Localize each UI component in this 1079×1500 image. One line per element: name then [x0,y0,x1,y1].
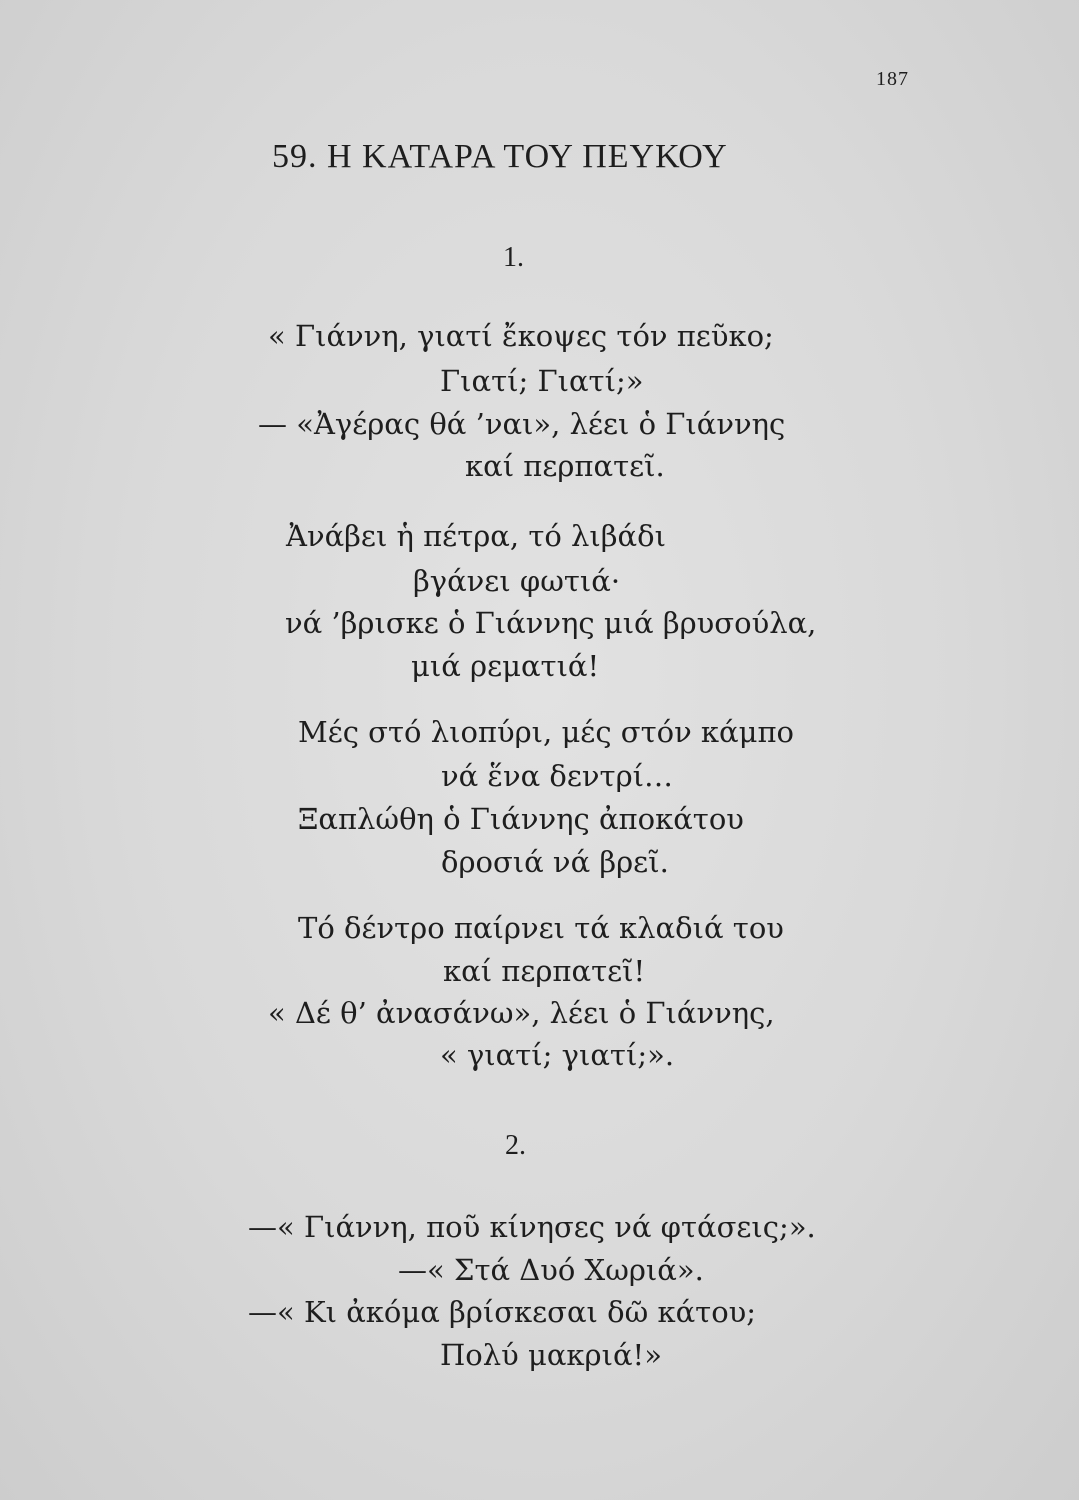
verse-line: —« Κι ἀκόμα βρίσκεσαι δῶ κάτου; [248,1295,757,1329]
section-number: 1. [503,242,524,273]
page-number: 187 [876,68,909,90]
verse-line: Πολύ μακριά!» [440,1338,662,1372]
verse-line: καί περπατεῖ. [465,449,665,483]
verse-line: Τό δέντρο παίρνει τά κλαδιά του [298,911,784,945]
verse-line: Ξαπλώθη ὁ Γιάννης ἀποκάτου [298,802,744,836]
verse-line: Γιατί; Γιατί;» [440,364,644,398]
verse-line: βγάνει φωτιά· [413,564,621,598]
verse-line: « γιατί; γιατί;». [440,1038,675,1072]
verse-line: Ἀνάβει ἡ πέτρα, τό λιβάδι [286,519,666,553]
verse-line: « Δέ θ’ ἀνασάνω», λέει ὁ Γιάννης, [268,996,775,1030]
verse-line: δροσιά νά βρεῖ. [441,845,669,879]
verse-line: νά ’βρισκε ὁ Γιάννης μιά βρυσούλα, [285,606,817,640]
verse-line: μιά ρεματιά! [411,649,600,683]
verse-line: νά ἕνα δεντρί… [441,759,673,793]
verse-line: « Γιάννη, γιατί ἔκοψες τόν πεῦκο; [268,319,774,353]
section-number: 2. [505,1130,526,1161]
verse-line: καί περπατεῖ! [443,954,646,988]
verse-line: —« Γιάννη, ποῦ κίνησες νά φτάσεις;». [248,1210,816,1244]
verse-line: Μές στό λιοπύρι, μές στόν κάμπο [298,715,795,749]
verse-line: —« Στά Δυό Χωριά». [398,1253,704,1287]
poem-title: 59. Η ΚΑΤΑΡΑ ΤΟΥ ΠΕΥΚΟΥ [272,138,728,175]
verse-line: — «Ἀγέρας θά ’ναι», λέει ὁ Γιάννης [258,407,786,441]
